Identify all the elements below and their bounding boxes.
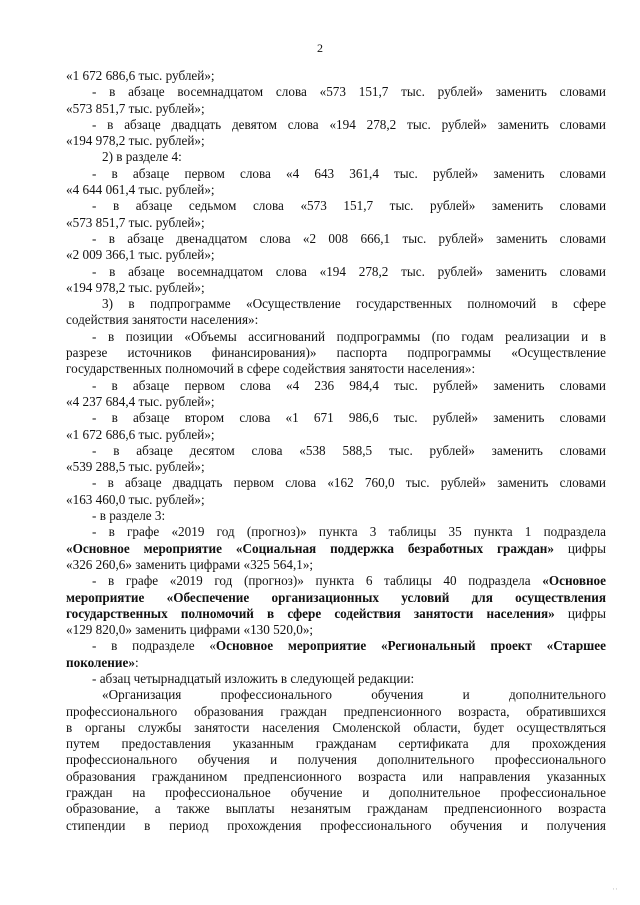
text-fragment: цифры: [554, 605, 606, 621]
text-line: «Организация профессионального обучения и дополнительного: [102, 687, 606, 703]
text-line: «1 672 686,6 тыс. рублей»;: [66, 68, 215, 83]
text-line: содействия занятости населения»:: [66, 312, 259, 328]
text-line: - в абзаце первом слова «4 643 361,4 тыс. рублей» заменить словами: [92, 165, 606, 181]
text-line: - в абзаце десятом слова «538 588,5 тыс. рублей» заменить словами: [92, 442, 606, 458]
text-line: «194 978,2 тыс. рублей»;: [66, 279, 205, 295]
page-number: 2: [317, 41, 323, 55]
bold-subsection-title: «Основное: [542, 573, 606, 589]
text-line: - в позиции «Объемы ассигнований подпрограммы (по годам реализации и в: [92, 328, 606, 344]
text-line: граждан на профессиональное обучение и дополнительное профессиональное: [66, 785, 606, 801]
text-line: разрезе источников финансирования)» паспорта подпрограммы «Осуществление: [66, 345, 606, 361]
text-line: - в абзаце двенадцатом слова «2 008 666,1 тыс. рублей» заменить словами: [92, 230, 606, 246]
document-body: [66, 68, 606, 834]
text-line: «573 851,7 тыс. рублей»;: [66, 214, 205, 230]
text-line: образования гражданином предпенсионного возраста или направления указанных: [66, 768, 606, 784]
text-line: «4 237 684,4 тыс. рублей»;: [66, 393, 215, 409]
text-line: - в абзаце восемнадцатом слова «573 151,7 тыс. рублей» заменить словами: [92, 84, 606, 100]
text-line: [66, 573, 606, 589]
text-line: [66, 541, 606, 557]
text-fragment: :: [134, 654, 139, 670]
text-line: профессионального обучения и получения дополнительного профессионального: [66, 752, 606, 768]
text-line: «573 851,7 тыс. рублей»;: [66, 100, 205, 116]
text-line: [66, 655, 606, 671]
text-line: «163 460,0 тыс. рублей»;: [66, 491, 205, 507]
text-line: мероприятие «Обеспечение организационных условий для осуществления: [66, 589, 606, 605]
text-line: образование, а также выплаты незанятым гражданам предпенсионного возраста: [66, 801, 606, 817]
text-line: [66, 638, 606, 654]
text-fragment: - в графе «2019 год (прогноз)» пункта 6 таблицы 40 подраздела: [92, 573, 543, 589]
text-fragment: цифры: [553, 540, 606, 556]
text-line: - в абзаце первом слова «4 236 984,4 тыс. рублей» заменить словами: [92, 377, 606, 393]
scan-artifact: ··: [612, 884, 618, 894]
text-line: 2) в разделе 4:: [102, 149, 182, 165]
text-line: - в графе «2019 год (прогноз)» пункта 3 таблицы 35 пункта 1 подраздела: [92, 524, 606, 540]
bold-subsection-title: «Основное мероприятие «Социальная поддержка безработных граждан»: [66, 540, 554, 556]
text-line: профессионального образования граждан предпенсионного возраста, обратившихся: [66, 703, 606, 719]
text-line: «129 820,0» заменить цифрами «130 520,0»;: [66, 622, 314, 638]
text-line: государственных полномочий в сфере содействия занятости населения»:: [66, 361, 476, 377]
text-line: - в абзаце двадцать девятом слова «194 278,2 тыс. рублей» заменить словами: [92, 116, 606, 132]
text-line: - в разделе 3:: [92, 508, 166, 524]
text-line: - в абзаце седьмом слова «573 151,7 тыс. рублей» заменить словами: [92, 198, 606, 214]
text-line: «4 644 061,4 тыс. рублей»;: [66, 182, 215, 198]
text-line: «1 672 686,6 тыс. рублей»;: [66, 426, 215, 442]
text-line: - абзац четырнадцатый изложить в следующей редакции:: [92, 670, 415, 686]
text-line: - в абзаце восемнадцатом слова «194 278,2 тыс. рублей» заменить словами: [92, 263, 606, 279]
text-fragment: - в подразделе «: [92, 638, 216, 654]
bold-subsection-title: поколение»: [66, 654, 135, 670]
text-line: «326 260,6» заменить цифрами «325 564,1»;: [66, 556, 314, 572]
bold-subsection-title: государственных полномочий в сфере содействия занятости населения»: [66, 605, 555, 621]
text-line: [66, 606, 606, 622]
text-line: «539 288,5 тыс. рублей»;: [66, 459, 205, 475]
text-line: стипендии в период прохождения профессионального обучения и получения: [66, 817, 606, 833]
text-line: «2 009 366,1 тыс. рублей»;: [66, 247, 215, 263]
text-line: - в абзаце двадцать первом слова «162 760,0 тыс. рублей» заменить словами: [92, 475, 606, 491]
text-line: в органы службы занятости населения Смоленской области, будет осуществляться: [66, 719, 606, 735]
text-line: - в абзаце втором слова «1 671 986,6 тыс. рублей» заменить словами: [92, 410, 606, 426]
text-line: «194 978,2 тыс. рублей»;: [66, 133, 205, 149]
bold-subsection-title: Основное мероприятие «Региональный проект «Старшее: [215, 638, 606, 654]
text-line: 3) в подпрограмме «Осуществление государственных полномочий в сфере: [102, 296, 606, 312]
text-line: путем предоставления указанным гражданам сертификата для прохождения: [66, 736, 606, 752]
